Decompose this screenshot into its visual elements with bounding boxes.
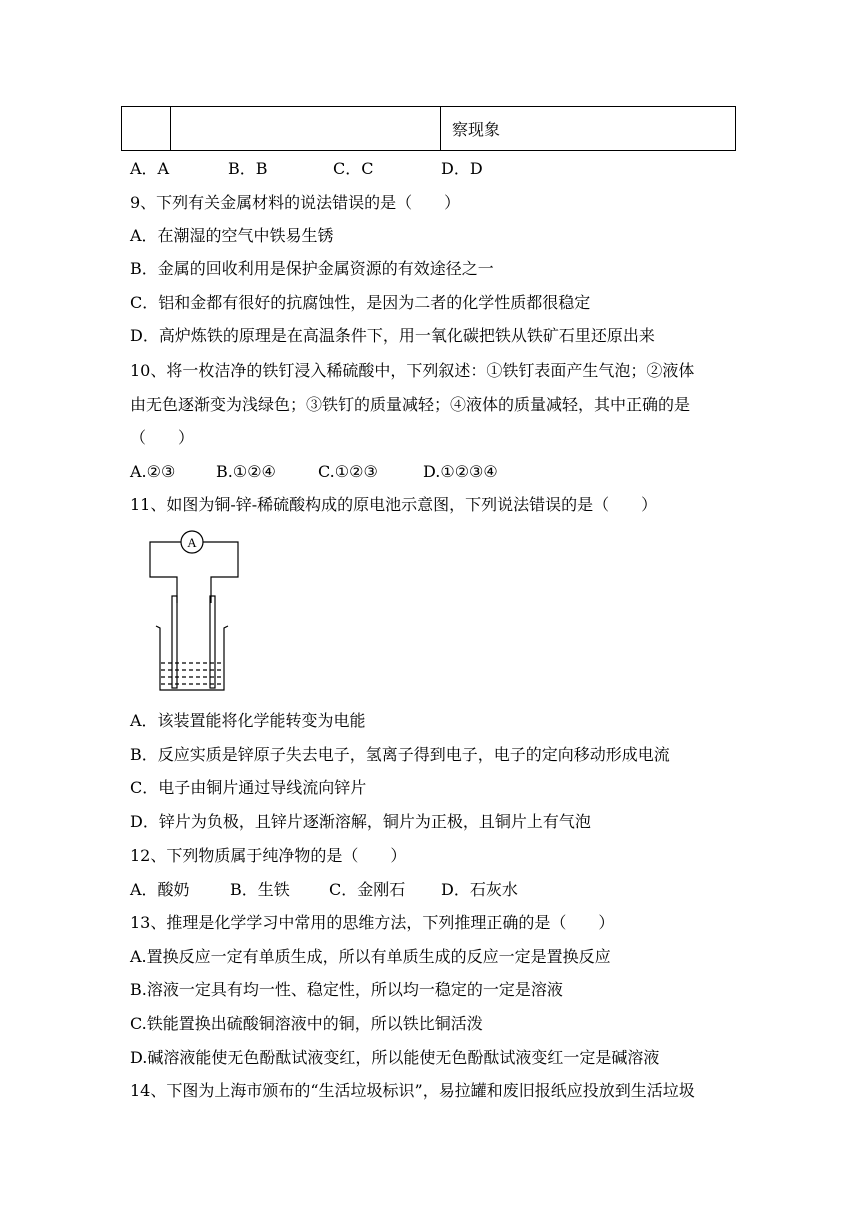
q11-option-d: D．锌片为负极，且锌片逐渐溶解，铜片为正极，且铜片上有气泡 (130, 812, 591, 831)
option-d: D．D (441, 159, 483, 178)
option-a: A.②③ (130, 462, 176, 481)
option-c: C．金刚石 (329, 880, 406, 899)
q11-option-c: C．电子由铜片通过导线流向锌片 (130, 778, 367, 797)
table-row (122, 107, 736, 151)
option-a: A．A (130, 159, 170, 178)
copper-electrode (210, 596, 215, 688)
q13-option-c: C.铁能置换出硫酸铜溶液中的铜，所以铁比铜活泼 (130, 1014, 483, 1033)
q12-stem: 12、下列物质属于纯净物的是（ ） (130, 846, 407, 865)
q9-option-b: B．金属的回收利用是保护金属资源的有效途径之一 (130, 259, 494, 278)
wire-left (150, 542, 181, 603)
option-d: D．石灰水 (441, 880, 518, 899)
option-d: D.①②③④ (423, 462, 498, 481)
ammeter-label: A (187, 535, 197, 550)
q10-stem-line-2: 由无色逐渐变为浅绿色；③铁钉的质量减轻；④液体的质量减轻，其中正确的是 (130, 395, 691, 414)
q10-stem-line-1: 10、将一枚洁净的铁钉浸入稀硫酸中，下列叙述：①铁钉表面产生气泡；②液体 (130, 361, 695, 380)
table-cell: 察现象 (441, 107, 736, 151)
zinc-electrode (172, 596, 177, 688)
q13-option-b: B.溶液一定具有均一性、稳定性，所以均一稳定的一定是溶液 (130, 980, 563, 999)
q13-stem: 13、推理是化学学习中常用的思维方法，下列推理正确的是（ ） (130, 913, 615, 932)
q10-options (130, 462, 498, 482)
q14-stem: 14、下图为上海市颁布的“生活垃圾标识”，易拉罐和废旧报纸应投放到生活垃圾 (130, 1081, 695, 1100)
option-c: C.①②③ (318, 462, 378, 481)
q10-stem-line-3: （ ） (130, 428, 195, 447)
q12-options (130, 880, 518, 900)
table-cell (122, 107, 171, 151)
option-b: B．生铁 (230, 880, 290, 899)
option-b: B.①②④ (216, 462, 276, 481)
dilute-sulfuric-acid (161, 663, 223, 684)
q11-option-b: B．反应实质是锌原子失去电子，氢离子得到电子，电子的定向移动形成电流 (130, 745, 670, 764)
q9-option-c: C．铝和金都有很好的抗腐蚀性，是因为二者的化学性质都很稳定 (130, 293, 591, 312)
q9-stem: 9、下列有关金属材料的说法错误的是（ ） (130, 193, 461, 212)
wire-right (203, 542, 238, 603)
q11-stem: 11、如图为铜-锌-稀硫酸构成的原电池示意图，下列说法错误的是（ ） (130, 495, 658, 514)
table-cell (171, 107, 441, 151)
q13-option-d: D.碱溶液能使无色酚酞试液变红，所以能使无色酚酞试液变红一定是碱溶液 (130, 1048, 660, 1067)
q8-options (130, 159, 483, 179)
q9-option-a: A．在潮湿的空气中铁易生锈 (130, 226, 334, 245)
q9-option-d: D．高炉炼铁的原理是在高温条件下，用一氧化碳把铁从铁矿石里还原出来 (130, 326, 655, 345)
option-b: B．B (228, 159, 268, 178)
q13-option-a: A.置换反应一定有单质生成，所以有单质生成的反应一定是置换反应 (130, 947, 611, 966)
option-a: A．酸奶 (130, 880, 190, 899)
answer-table-fragment (121, 106, 736, 151)
beaker (156, 626, 228, 690)
option-c: C．C (333, 159, 374, 178)
galvanic-cell-diagram (148, 528, 240, 694)
q11-option-a: A．该装置能将化学能转变为电能 (130, 711, 366, 730)
